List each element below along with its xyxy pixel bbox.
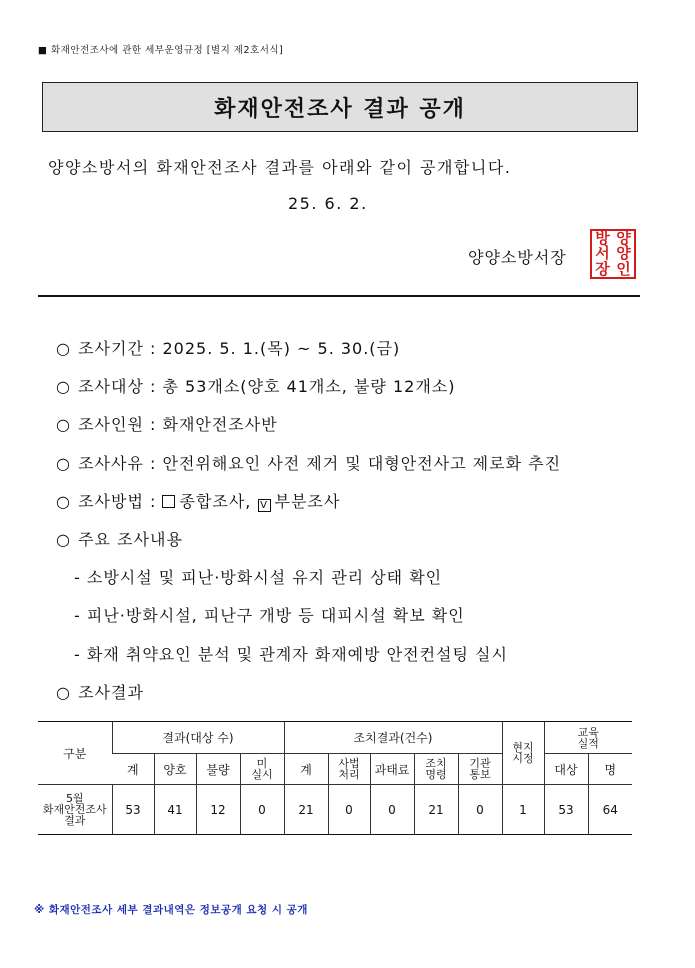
cell-value: 21 <box>414 785 458 835</box>
header-education-group: 교육 실적 <box>544 722 632 754</box>
seal-char: 방 <box>595 229 610 248</box>
circle-bullet-icon: ○ <box>56 415 71 435</box>
circle-bullet-icon: ○ <box>56 377 71 397</box>
item-value: 총 53개소(양호 41개소, 불량 12개소) <box>162 377 456 397</box>
survey-items-list <box>56 336 656 718</box>
item-label: 조사인원 <box>78 415 144 435</box>
circle-bullet-icon: ○ <box>56 682 71 702</box>
official-seal <box>590 229 636 279</box>
header-edu-target: 대상 <box>544 754 588 785</box>
item-label: 조사사유 <box>78 453 144 473</box>
announcement-date: 25. 6. 2. <box>288 194 368 213</box>
header-action-group: 조치결과(건수) <box>284 722 502 754</box>
circle-bullet-icon: ○ <box>56 339 71 358</box>
item-label: 조사기간 <box>78 339 144 358</box>
document-title-box <box>42 82 638 132</box>
seal-char: 인 <box>616 259 631 278</box>
cell-value: 0 <box>370 785 414 835</box>
item-survey-period: ○ 조사기간 : 2025. 5. 1.(목) ~ 5. 30.(금) <box>56 339 401 358</box>
cell-value: 53 <box>544 785 588 835</box>
header-result-not-done: 미 실시 <box>240 754 284 785</box>
section-divider <box>38 295 640 297</box>
row-label: 5월 화재안전조사 결과 <box>38 785 112 835</box>
method-option-partial: 부분조사 <box>274 491 341 511</box>
result-table <box>38 721 632 835</box>
footer-note: ※ 화재안전조사 세부 결과내역은 정보공개 요청 시 공개 <box>34 904 308 916</box>
seal-char: 서 <box>595 244 610 263</box>
cell-value: 41 <box>154 785 196 835</box>
seal-char: 양 <box>616 229 631 248</box>
item-survey-reason: ○ 조사사유 : 안전위해요인 사전 제거 및 대형안전사고 제로화 추진 <box>56 453 562 473</box>
document-title: 화재안전조사 결과 공개 <box>214 96 466 122</box>
header-result-bad: 불량 <box>196 754 240 785</box>
cell-value: 53 <box>112 785 154 835</box>
circle-bullet-icon: ○ <box>56 491 71 511</box>
item-label: 조사방법 <box>78 491 144 511</box>
method-option-comprehensive: 종합조사, <box>179 491 252 511</box>
item-survey-target: ○ 조사대상 : 총 53개소(양호 41개소, 불량 12개소) <box>56 377 456 397</box>
item-value: 안전위해요인 사전 제거 및 대형안전사고 제로화 추진 <box>162 453 562 473</box>
checkbox-empty-icon <box>162 495 175 508</box>
header-onsite-correction: 현지 시정 <box>502 722 544 785</box>
header-action-notify: 기관 통보 <box>458 754 502 785</box>
header-result-group: 결과(대상 수) <box>112 722 284 754</box>
item-survey-method: ○ 조사방법 : 종합조사, V 부분조사 <box>56 491 341 511</box>
form-reference: ■ 화재안전조사에 관한 세부운영규정 [별지 제2호서식] <box>38 45 284 56</box>
cell-value: 1 <box>502 785 544 835</box>
header-result-total: 계 <box>112 754 154 785</box>
circle-bullet-icon: ○ <box>56 529 71 549</box>
cell-value: 0 <box>328 785 370 835</box>
content-detail: - 화재 취약요인 분석 및 관계자 화재예방 안전컨설팅 실시 <box>74 644 508 664</box>
item-value: 2025. 5. 1.(목) ~ 5. 30.(금) <box>162 339 401 358</box>
item-value: 화재안전조사반 <box>162 415 278 435</box>
item-label: 조사대상 <box>78 377 144 397</box>
header-action-order: 조치 명령 <box>414 754 458 785</box>
item-main-content <box>56 527 656 565</box>
cell-value: 0 <box>240 785 284 835</box>
header-result-good: 양호 <box>154 754 196 785</box>
cell-value: 21 <box>284 785 328 835</box>
content-detail: - 소방시설 및 피난·방화시설 유지 관리 상태 확인 <box>74 568 443 588</box>
cell-value: 0 <box>458 785 502 835</box>
item-label: 조사결과 <box>78 682 144 702</box>
intro-text: 양양소방서의 화재안전조사 결과를 아래와 같이 공개합니다. <box>48 158 512 177</box>
header-gubun: 구분 <box>38 722 112 785</box>
checkbox-checked-icon: V <box>258 499 271 512</box>
table-row <box>38 785 632 835</box>
item-survey-staff: ○ 조사인원 : 화재안전조사반 <box>56 415 278 435</box>
item-label: 주요 조사내용 <box>78 529 183 549</box>
circle-bullet-icon: ○ <box>56 453 71 473</box>
seal-char: 장 <box>595 259 610 278</box>
signer-title: 양양소방서장 <box>468 248 567 267</box>
content-detail: - 피난·방화시설, 피난구 개방 등 대피시설 확보 확인 <box>74 606 465 626</box>
cell-value: 64 <box>588 785 632 835</box>
cell-value: 12 <box>196 785 240 835</box>
header-action-fine: 과태료 <box>370 754 414 785</box>
seal-char: 양 <box>616 244 631 263</box>
header-action-total: 계 <box>284 754 328 785</box>
item-survey-result <box>56 680 656 718</box>
header-action-judicial: 사법 처리 <box>328 754 370 785</box>
header-edu-people: 명 <box>588 754 632 785</box>
